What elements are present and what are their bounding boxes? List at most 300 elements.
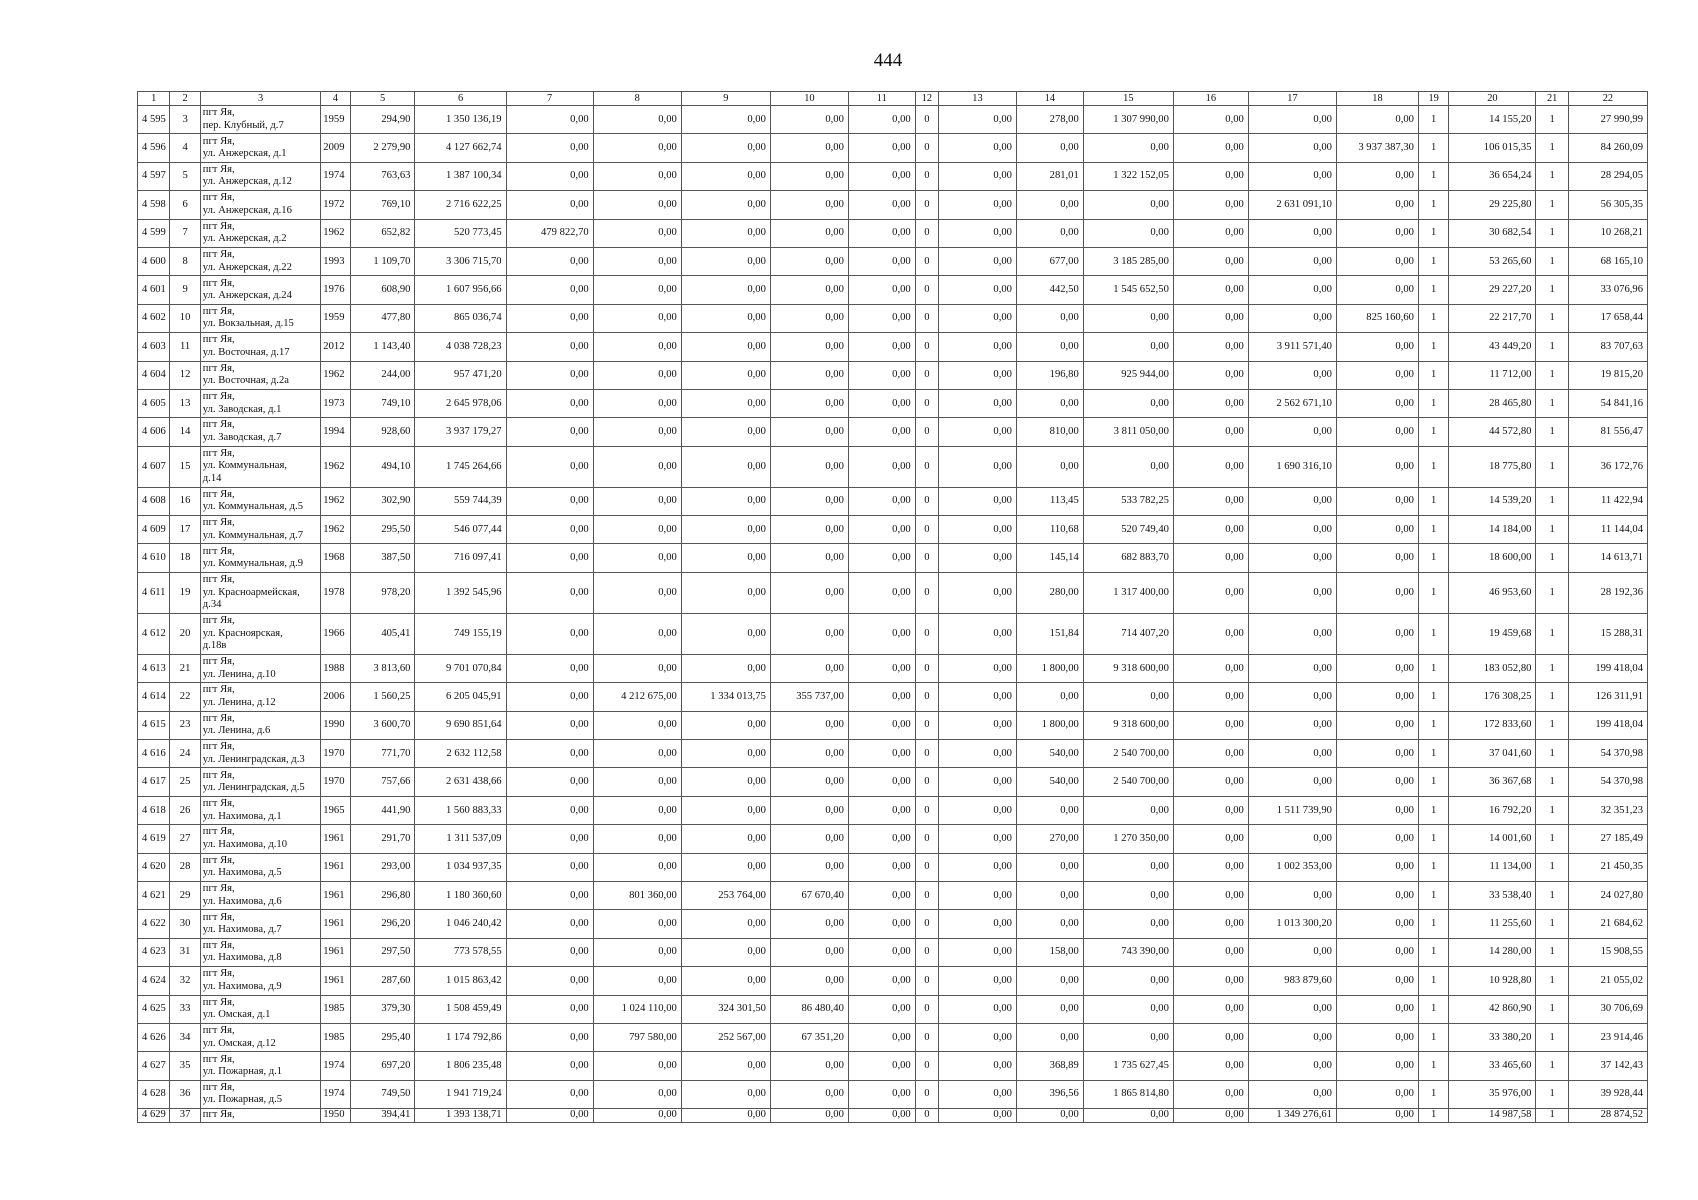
table-cell: 2 562 671,10 xyxy=(1248,389,1336,417)
table-cell: 0 xyxy=(915,825,938,853)
table-cell: 0,00 xyxy=(848,995,915,1023)
table-cell: 0,00 xyxy=(593,276,681,304)
table-cell: 0,00 xyxy=(770,1080,848,1108)
table-cell: 0 xyxy=(915,162,938,190)
table-cell: 4 600 xyxy=(138,247,170,275)
table-cell: 2 631 438,66 xyxy=(415,768,506,796)
table-cell: 46 953,60 xyxy=(1449,572,1536,613)
table-cell: 0,00 xyxy=(1173,446,1248,487)
table-cell: 0,00 xyxy=(938,768,1016,796)
table-cell: 865 036,74 xyxy=(415,304,506,332)
table-cell: пгт Яя, ул. Омская, д.1 xyxy=(200,995,321,1023)
table-cell: 42 860,90 xyxy=(1449,995,1536,1023)
table-cell: 0,00 xyxy=(1336,516,1418,544)
table-cell: 0,00 xyxy=(848,276,915,304)
table-cell: 0,00 xyxy=(506,825,593,853)
table-cell: 18 775,80 xyxy=(1449,446,1536,487)
table-cell: 405,41 xyxy=(350,613,415,654)
table-cell: 494,10 xyxy=(350,446,415,487)
table-cell: 0,00 xyxy=(1173,613,1248,654)
table-cell: 106 015,35 xyxy=(1449,134,1536,162)
table-cell: 0,00 xyxy=(848,881,915,909)
table-cell: 1950 xyxy=(321,1109,350,1123)
table-cell: 1 015 863,42 xyxy=(415,967,506,995)
table-cell: 324 301,50 xyxy=(681,995,770,1023)
table-row xyxy=(138,487,1648,515)
table-cell: пгт Яя, ул. Нахимова, д.1 xyxy=(200,796,321,824)
table-cell: 0,00 xyxy=(681,740,770,768)
table-cell: пгт Яя, ул. Коммунальная, д.5 xyxy=(200,487,321,515)
table-cell: 295,40 xyxy=(350,1023,415,1051)
table-cell: 0,00 xyxy=(848,106,915,134)
table-cell: 763,63 xyxy=(350,162,415,190)
table-cell: 0,00 xyxy=(1173,516,1248,544)
table-cell: 53 265,60 xyxy=(1449,247,1536,275)
table-cell: 0 xyxy=(915,572,938,613)
table-row xyxy=(138,796,1648,824)
table-cell: 0 xyxy=(915,333,938,361)
table-cell: 4 624 xyxy=(138,967,170,995)
table-cell: 0,00 xyxy=(848,825,915,853)
table-cell: 0,00 xyxy=(1173,796,1248,824)
table-cell: пгт Яя, пер. Клубный, д.7 xyxy=(200,106,321,134)
table-cell: пгт Яя, ул. Коммунальная, д.7 xyxy=(200,516,321,544)
table-cell: 24 027,80 xyxy=(1568,881,1647,909)
table-cell: 0,00 xyxy=(1336,654,1418,682)
table-cell: 0,00 xyxy=(1083,333,1173,361)
table-cell: пгт Яя, ул. Ленина, д.6 xyxy=(200,711,321,739)
column-number-cell: 1 xyxy=(138,92,170,106)
table-cell: 26 xyxy=(170,796,200,824)
table-cell: 1 511 739,90 xyxy=(1248,796,1336,824)
table-cell: 0,00 xyxy=(1083,967,1173,995)
table-cell: 0,00 xyxy=(938,333,1016,361)
table-cell: 0,00 xyxy=(1173,881,1248,909)
table-cell: 0,00 xyxy=(848,1023,915,1051)
table-cell: 0,00 xyxy=(506,134,593,162)
table-cell: 0,00 xyxy=(593,572,681,613)
table-cell: 0,00 xyxy=(1336,487,1418,515)
table-cell: пгт Яя, ул. Пожарная, д.1 xyxy=(200,1052,321,1080)
table-cell: 0 xyxy=(915,247,938,275)
table-cell: 825 160,60 xyxy=(1336,304,1418,332)
table-cell: 0,00 xyxy=(1173,572,1248,613)
table-cell: 394,41 xyxy=(350,1109,415,1123)
table-cell: 294,90 xyxy=(350,106,415,134)
table-cell: 1 xyxy=(1418,544,1448,572)
table-cell: 0,00 xyxy=(938,654,1016,682)
table-cell: 0,00 xyxy=(506,389,593,417)
table-cell: 21 055,02 xyxy=(1568,967,1647,995)
table-cell: 36 654,24 xyxy=(1449,162,1536,190)
column-number-cell: 12 xyxy=(915,92,938,106)
table-cell: 0,00 xyxy=(1083,219,1173,247)
table-cell: 0,00 xyxy=(1248,361,1336,389)
table-cell: 14 539,20 xyxy=(1449,487,1536,515)
table-cell: 608,90 xyxy=(350,276,415,304)
table-cell: 0,00 xyxy=(938,191,1016,219)
table-cell: 0,00 xyxy=(1083,995,1173,1023)
table-cell: 0,00 xyxy=(1173,853,1248,881)
table-cell: 0,00 xyxy=(770,544,848,572)
table-cell: 769,10 xyxy=(350,191,415,219)
table-cell: 0,00 xyxy=(770,910,848,938)
table-cell: 0,00 xyxy=(1083,881,1173,909)
table-cell: 0 xyxy=(915,219,938,247)
table-cell: 1972 xyxy=(321,191,350,219)
table-cell: 1994 xyxy=(321,418,350,446)
table-cell: 1961 xyxy=(321,881,350,909)
table-cell: 1 xyxy=(1418,361,1448,389)
table-cell: 0,00 xyxy=(506,446,593,487)
table-cell: 0,00 xyxy=(681,613,770,654)
table-cell: 749,10 xyxy=(350,389,415,417)
table-cell: 4 603 xyxy=(138,333,170,361)
table-cell: 0,00 xyxy=(770,134,848,162)
table-cell: 14 xyxy=(170,418,200,446)
table-cell: 25 xyxy=(170,768,200,796)
table-cell: 4 606 xyxy=(138,418,170,446)
table-cell: 0 xyxy=(915,389,938,417)
table-cell: 0,00 xyxy=(1336,1023,1418,1051)
table-cell: 0,00 xyxy=(593,487,681,515)
table-cell: 0,00 xyxy=(938,796,1016,824)
table-cell: 1 xyxy=(1536,613,1568,654)
table-cell: 5 xyxy=(170,162,200,190)
table-cell: 0,00 xyxy=(848,333,915,361)
table-cell: 244,00 xyxy=(350,361,415,389)
table-cell: 12 xyxy=(170,361,200,389)
table-cell: 1 xyxy=(1536,304,1568,332)
table-cell: 0 xyxy=(915,361,938,389)
table-cell: 1 xyxy=(1536,333,1568,361)
table-cell: 0,00 xyxy=(770,613,848,654)
table-cell: 771,70 xyxy=(350,740,415,768)
table-cell: 296,20 xyxy=(350,910,415,938)
table-cell: 716 097,41 xyxy=(415,544,506,572)
table-cell: 33 538,40 xyxy=(1449,881,1536,909)
table-cell: 0,00 xyxy=(1083,134,1173,162)
table-cell: 0,00 xyxy=(506,1023,593,1051)
table-cell: 1 690 316,10 xyxy=(1248,446,1336,487)
table-cell: 0,00 xyxy=(1173,106,1248,134)
table-cell: 0,00 xyxy=(1248,995,1336,1023)
table-cell: 1 xyxy=(1536,711,1568,739)
table-cell: 0,00 xyxy=(938,162,1016,190)
table-cell: 0 xyxy=(915,881,938,909)
table-cell: 84 260,09 xyxy=(1568,134,1647,162)
table-cell: 0,00 xyxy=(1336,418,1418,446)
table-cell: 0 xyxy=(915,995,938,1023)
table-cell: 0,00 xyxy=(1336,910,1418,938)
table-cell: пгт Яя, ул. Нахимова, д.5 xyxy=(200,853,321,881)
table-cell: 1 xyxy=(1418,219,1448,247)
table-cell: 0,00 xyxy=(1336,247,1418,275)
table-cell: 0,00 xyxy=(848,516,915,544)
table-cell: 28 465,80 xyxy=(1449,389,1536,417)
table-cell: 0,00 xyxy=(1173,938,1248,966)
table-cell: 0,00 xyxy=(593,613,681,654)
table-cell: 0,00 xyxy=(938,361,1016,389)
table-cell: 0,00 xyxy=(1248,938,1336,966)
table-cell: 0,00 xyxy=(506,881,593,909)
column-number-cell: 3 xyxy=(200,92,321,106)
table-cell: 477,80 xyxy=(350,304,415,332)
column-number-cell: 14 xyxy=(1016,92,1083,106)
table-cell: 0,00 xyxy=(848,191,915,219)
table-cell: 0,00 xyxy=(1173,910,1248,938)
table-cell: 158,00 xyxy=(1016,938,1083,966)
table-cell: 0,00 xyxy=(938,1109,1016,1123)
table-cell: 0,00 xyxy=(1083,853,1173,881)
table-cell: 1 xyxy=(1536,1023,1568,1051)
table-cell: 0,00 xyxy=(506,418,593,446)
table-cell: 4 610 xyxy=(138,544,170,572)
table-cell: 2 632 112,58 xyxy=(415,740,506,768)
table-cell: 0,00 xyxy=(938,389,1016,417)
table-cell: 2 645 978,06 xyxy=(415,389,506,417)
table-cell: 0,00 xyxy=(1248,825,1336,853)
table-cell: 9 318 600,00 xyxy=(1083,654,1173,682)
table-row xyxy=(138,967,1648,995)
table-cell: 0,00 xyxy=(1083,389,1173,417)
table-cell: 0,00 xyxy=(1336,853,1418,881)
table-cell: 23 xyxy=(170,711,200,739)
table-cell: 1 xyxy=(1536,446,1568,487)
table-cell: 2 540 700,00 xyxy=(1083,740,1173,768)
table-cell: 199 418,04 xyxy=(1568,654,1647,682)
table-cell: 0,00 xyxy=(1336,162,1418,190)
table-cell: 0,00 xyxy=(1016,967,1083,995)
table-cell: 4 628 xyxy=(138,1080,170,1108)
table-cell: 35 xyxy=(170,1052,200,1080)
table-cell: 4 604 xyxy=(138,361,170,389)
table-cell: 1 xyxy=(1536,1052,1568,1080)
table-cell: 4 620 xyxy=(138,853,170,881)
table-cell: 10 xyxy=(170,304,200,332)
table-cell: 0,00 xyxy=(1083,1109,1173,1123)
table-cell: 4 608 xyxy=(138,487,170,515)
table-cell: пгт Яя, ул. Пожарная, д.5 xyxy=(200,1080,321,1108)
table-cell: 0,00 xyxy=(1336,995,1418,1023)
table-cell: 1 180 360,60 xyxy=(415,881,506,909)
table-cell: 714 407,20 xyxy=(1083,613,1173,654)
table-cell: 0,00 xyxy=(506,361,593,389)
table-cell: 3 813,60 xyxy=(350,654,415,682)
table-cell: 0 xyxy=(915,134,938,162)
table-cell: 0,00 xyxy=(681,825,770,853)
table-cell: 36 xyxy=(170,1080,200,1108)
table-cell: 1 xyxy=(1418,881,1448,909)
table-cell: 0,00 xyxy=(1016,1109,1083,1123)
table-cell: 54 370,98 xyxy=(1568,768,1647,796)
table-cell: 0,00 xyxy=(848,418,915,446)
table-cell: 30 706,69 xyxy=(1568,995,1647,1023)
table-cell: 0,00 xyxy=(681,247,770,275)
table-cell: 1 545 652,50 xyxy=(1083,276,1173,304)
table-cell: 0,00 xyxy=(938,910,1016,938)
table-cell: 0,00 xyxy=(1248,740,1336,768)
table-cell: 16 792,20 xyxy=(1449,796,1536,824)
table-cell: 0,00 xyxy=(593,418,681,446)
table-cell: 0 xyxy=(915,613,938,654)
data-table xyxy=(137,91,1648,1123)
table-cell: 36 367,68 xyxy=(1449,768,1536,796)
table-cell: 0,00 xyxy=(1173,967,1248,995)
table-cell: пгт Яя, ул. Анжерская, д.22 xyxy=(200,247,321,275)
table-cell: 0,00 xyxy=(1083,796,1173,824)
table-cell: 1 143,40 xyxy=(350,333,415,361)
table-cell: 0,00 xyxy=(1336,1052,1418,1080)
table-cell: 0,00 xyxy=(770,1109,848,1123)
table-cell: 0,00 xyxy=(1173,134,1248,162)
table-cell: 1978 xyxy=(321,572,350,613)
table-cell: 15 908,55 xyxy=(1568,938,1647,966)
table-cell: 4 614 xyxy=(138,683,170,711)
table-cell: 0,00 xyxy=(1173,361,1248,389)
table-cell: 0,00 xyxy=(1248,219,1336,247)
table-cell: 0,00 xyxy=(506,740,593,768)
table-cell: 1 xyxy=(1418,613,1448,654)
table-cell: 0,00 xyxy=(1083,910,1173,938)
table-cell: 83 707,63 xyxy=(1568,333,1647,361)
table-cell: 19 815,20 xyxy=(1568,361,1647,389)
table-cell: пгт Яя, ул. Анжерская, д.16 xyxy=(200,191,321,219)
table-cell: 0,00 xyxy=(1016,304,1083,332)
table-cell: 0,00 xyxy=(770,711,848,739)
table-cell: 0,00 xyxy=(770,487,848,515)
table-cell: 17 xyxy=(170,516,200,544)
table-cell: 0,00 xyxy=(593,768,681,796)
table-cell: 1961 xyxy=(321,967,350,995)
table-cell: 1 xyxy=(1418,276,1448,304)
table-cell: 0,00 xyxy=(593,333,681,361)
table-cell: 1 350 136,19 xyxy=(415,106,506,134)
table-cell: 1965 xyxy=(321,796,350,824)
table-cell: 0,00 xyxy=(1083,683,1173,711)
table-row xyxy=(138,162,1648,190)
table-cell: 21 xyxy=(170,654,200,682)
table-cell: 0,00 xyxy=(1248,418,1336,446)
table-cell: 4 596 xyxy=(138,134,170,162)
table-cell: 0,00 xyxy=(938,219,1016,247)
table-cell: 0,00 xyxy=(938,418,1016,446)
table-cell: 0,00 xyxy=(1336,796,1418,824)
table-cell: 0,00 xyxy=(681,711,770,739)
column-number-cell: 21 xyxy=(1536,92,1568,106)
table-cell: 4 609 xyxy=(138,516,170,544)
table-cell: 1 307 990,00 xyxy=(1083,106,1173,134)
table-cell: 1 xyxy=(1536,654,1568,682)
table-cell: 0,00 xyxy=(593,516,681,544)
table-cell: 0,00 xyxy=(938,853,1016,881)
table-cell: 22 217,70 xyxy=(1449,304,1536,332)
table-cell: 0,00 xyxy=(770,333,848,361)
table-cell: 33 076,96 xyxy=(1568,276,1647,304)
table-cell: пгт Яя, ул. Нахимова, д.8 xyxy=(200,938,321,966)
table-cell: 14 155,20 xyxy=(1449,106,1536,134)
table-cell: 0,00 xyxy=(506,683,593,711)
table-cell: 0,00 xyxy=(681,191,770,219)
table-cell: 1961 xyxy=(321,825,350,853)
table-cell: 11 712,00 xyxy=(1449,361,1536,389)
table-cell: 1 393 138,71 xyxy=(415,1109,506,1123)
table-cell: 0,00 xyxy=(593,304,681,332)
table-cell: 21 684,62 xyxy=(1568,910,1647,938)
table-cell: 1 806 235,48 xyxy=(415,1052,506,1080)
table-cell: 0,00 xyxy=(848,711,915,739)
table-cell: 0,00 xyxy=(770,276,848,304)
table-cell: 1 xyxy=(1418,654,1448,682)
table-cell: 1962 xyxy=(321,446,350,487)
table-cell: 559 744,39 xyxy=(415,487,506,515)
table-cell: 1 xyxy=(1536,247,1568,275)
table-cell: 0,00 xyxy=(938,1052,1016,1080)
table-cell: 0 xyxy=(915,796,938,824)
table-cell: 4 626 xyxy=(138,1023,170,1051)
table-cell: 1 865 814,80 xyxy=(1083,1080,1173,1108)
table-cell: 983 879,60 xyxy=(1248,967,1336,995)
table-cell: 0,00 xyxy=(1336,967,1418,995)
table-cell: 1 xyxy=(1418,333,1448,361)
table-cell: 0,00 xyxy=(593,247,681,275)
table-cell: 0,00 xyxy=(1173,247,1248,275)
table-cell: 0,00 xyxy=(1016,1023,1083,1051)
table-cell: 1 xyxy=(1536,361,1568,389)
table-cell: 39 928,44 xyxy=(1568,1080,1647,1108)
table-cell: 0,00 xyxy=(1248,1023,1336,1051)
table-cell: 1 xyxy=(1536,418,1568,446)
table-cell: 0,00 xyxy=(593,825,681,853)
table-cell: 368,89 xyxy=(1016,1052,1083,1080)
table-cell: 0,00 xyxy=(506,162,593,190)
table-cell: 743 390,00 xyxy=(1083,938,1173,966)
table-cell: 9 701 070,84 xyxy=(415,654,506,682)
table-cell: 0,00 xyxy=(681,910,770,938)
table-cell: 0,00 xyxy=(1173,825,1248,853)
table-cell: 0,00 xyxy=(1336,544,1418,572)
table-cell: 0,00 xyxy=(770,1052,848,1080)
table-cell: 0,00 xyxy=(770,825,848,853)
table-cell: 0,00 xyxy=(848,613,915,654)
table-cell: 0,00 xyxy=(681,389,770,417)
table-cell: 3 600,70 xyxy=(350,711,415,739)
table-cell: 1 607 956,66 xyxy=(415,276,506,304)
column-number-cell: 20 xyxy=(1449,92,1536,106)
table-row xyxy=(138,389,1648,417)
table-cell: 0,00 xyxy=(848,162,915,190)
table-cell: 0,00 xyxy=(1173,304,1248,332)
table-cell: 67 351,20 xyxy=(770,1023,848,1051)
table-cell: 0,00 xyxy=(938,995,1016,1023)
table-cell: 31 xyxy=(170,938,200,966)
table-cell: 0 xyxy=(915,910,938,938)
table-row xyxy=(138,995,1648,1023)
table-cell: 0,00 xyxy=(938,247,1016,275)
table-cell: 9 318 600,00 xyxy=(1083,711,1173,739)
table-cell: 0,00 xyxy=(848,487,915,515)
table-row xyxy=(138,304,1648,332)
table-row xyxy=(138,134,1648,162)
table-cell: 280,00 xyxy=(1016,572,1083,613)
table-cell: 0,00 xyxy=(506,711,593,739)
table-cell: 0,00 xyxy=(848,389,915,417)
table-cell: 0,00 xyxy=(1336,613,1418,654)
table-cell: 15 288,31 xyxy=(1568,613,1647,654)
table-cell: 1 xyxy=(1418,418,1448,446)
table-cell: 0,00 xyxy=(593,711,681,739)
table-cell: 1962 xyxy=(321,516,350,544)
